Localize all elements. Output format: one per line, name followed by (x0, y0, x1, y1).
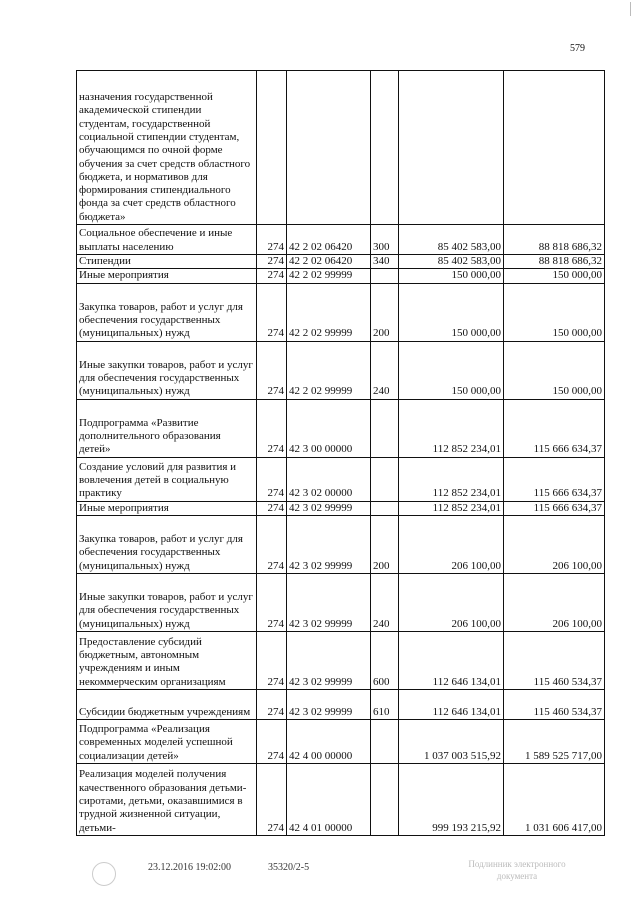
table-row (77, 719, 605, 763)
row-sum-year2: 88 818 686,32 (504, 255, 605, 269)
row-expense-type (371, 501, 399, 515)
row-name: Создание условий для развития и вовлечения детей в социальную практику (77, 457, 257, 501)
row-code: 274 (257, 269, 287, 283)
row-name: Подпрограмма «Реализация современных моделей успешной социализации детей» (77, 719, 257, 763)
row-name: назначения государственной академической стипендии студентам, государственной социальной стипендии студентам, обучающимся по очной форме обучения за счет средств областного бюджета, и нормативов для формирования стипендиального фонда за счет средств областного бюджета» (77, 71, 257, 225)
footer-datetime: 23.12.2016 19:02:00 (148, 862, 232, 873)
row-sum-year1: 206 100,00 (399, 515, 504, 573)
row-target-article (287, 71, 371, 225)
row-name: Субсидии бюджетным учреждениям (77, 689, 257, 719)
row-name: Иные мероприятия (77, 269, 257, 283)
row-target-article: 42 3 02 99999 (287, 573, 371, 631)
row-expense-type (371, 269, 399, 283)
row-name: Реализация моделей получения качественного образования детьми-сиротами, детьми, оказавшимися в трудной жизненной ситуации, детьми- (77, 763, 257, 835)
row-sum-year1: 112 852 234,01 (399, 399, 504, 457)
row-target-article: 42 3 00 00000 (287, 399, 371, 457)
row-code: 274 (257, 763, 287, 835)
row-sum-year1 (399, 71, 504, 225)
table-row (77, 283, 605, 341)
seal-icon (92, 862, 116, 886)
row-code: 274 (257, 399, 287, 457)
row-code (257, 71, 287, 225)
table-row (77, 71, 605, 225)
row-sum-year2: 115 460 534,37 (504, 631, 605, 689)
row-target-article: 42 3 02 99999 (287, 689, 371, 719)
row-name: Иные закупки товаров, работ и услуг для обеспечения государственных (муниципальных) нужд (77, 341, 257, 399)
row-target-article: 42 4 00 00000 (287, 719, 371, 763)
row-sum-year1: 150 000,00 (399, 269, 504, 283)
row-expense-type (371, 71, 399, 225)
row-code: 274 (257, 255, 287, 269)
row-sum-year2: 206 100,00 (504, 573, 605, 631)
row-code: 274 (257, 515, 287, 573)
row-name: Закупка товаров, работ и услуг для обеспечения государственных (муниципальных) нужд (77, 515, 257, 573)
table-body (77, 71, 605, 836)
row-target-article: 42 3 02 00000 (287, 457, 371, 501)
row-sum-year1: 112 646 134,01 (399, 689, 504, 719)
row-sum-year1: 112 852 234,01 (399, 457, 504, 501)
table-row (77, 225, 605, 255)
row-sum-year2: 1 031 606 417,00 (504, 763, 605, 835)
row-target-article: 42 4 01 00000 (287, 763, 371, 835)
row-sum-year1: 150 000,00 (399, 341, 504, 399)
row-name: Иные закупки товаров, работ и услуг для обеспечения государственных (муниципальных) нужд (77, 573, 257, 631)
row-sum-year2: 206 100,00 (504, 515, 605, 573)
row-target-article: 42 2 02 99999 (287, 283, 371, 341)
row-sum-year1: 999 193 215,92 (399, 763, 504, 835)
row-sum-year1: 1 037 003 515,92 (399, 719, 504, 763)
row-expense-type: 300 (371, 225, 399, 255)
row-sum-year2 (504, 71, 605, 225)
electronic-stamp: Подлинник электронного документа (468, 859, 566, 881)
row-target-article: 42 2 02 06420 (287, 225, 371, 255)
row-expense-type: 340 (371, 255, 399, 269)
row-expense-type: 200 (371, 515, 399, 573)
row-name: Закупка товаров, работ и услуг для обеспечения государственных (муниципальных) нужд (77, 283, 257, 341)
budget-table (76, 70, 605, 836)
row-code: 274 (257, 573, 287, 631)
row-code: 274 (257, 689, 287, 719)
row-name: Подпрограмма «Развитие дополнительного образования детей» (77, 399, 257, 457)
row-expense-type: 600 (371, 631, 399, 689)
row-code: 274 (257, 719, 287, 763)
row-sum-year2: 115 666 634,37 (504, 399, 605, 457)
row-name: Иные мероприятия (77, 501, 257, 515)
row-target-article: 42 2 02 99999 (287, 269, 371, 283)
row-target-article: 42 2 02 06420 (287, 255, 371, 269)
row-code: 274 (257, 501, 287, 515)
row-sum-year1: 85 402 583,00 (399, 225, 504, 255)
row-sum-year1: 112 852 234,01 (399, 501, 504, 515)
row-expense-type (371, 399, 399, 457)
row-expense-type (371, 763, 399, 835)
table-row (77, 501, 605, 515)
table-row (77, 269, 605, 283)
row-expense-type (371, 457, 399, 501)
table-row (77, 763, 605, 835)
row-expense-type: 240 (371, 573, 399, 631)
table-row (77, 689, 605, 719)
row-sum-year1: 206 100,00 (399, 573, 504, 631)
row-name: Социальное обеспечение и иные выплаты населению (77, 225, 257, 255)
row-target-article: 42 2 02 99999 (287, 341, 371, 399)
table-row (77, 457, 605, 501)
row-expense-type (371, 719, 399, 763)
table-row (77, 255, 605, 269)
table-row (77, 573, 605, 631)
row-sum-year2: 150 000,00 (504, 283, 605, 341)
row-target-article: 42 3 02 99999 (287, 501, 371, 515)
row-sum-year1: 85 402 583,00 (399, 255, 504, 269)
row-target-article: 42 3 02 99999 (287, 631, 371, 689)
row-sum-year2: 115 666 634,37 (504, 457, 605, 501)
row-sum-year1: 150 000,00 (399, 283, 504, 341)
row-target-article: 42 3 02 99999 (287, 515, 371, 573)
table-row (77, 515, 605, 573)
row-sum-year2: 88 818 686,32 (504, 225, 605, 255)
table-row (77, 399, 605, 457)
row-name: Предоставление субсидий бюджетным, автономным учреждениям и иным некоммерческим организациям (77, 631, 257, 689)
row-code: 274 (257, 457, 287, 501)
row-expense-type: 610 (371, 689, 399, 719)
row-sum-year2: 115 460 534,37 (504, 689, 605, 719)
row-code: 274 (257, 225, 287, 255)
corner-mark (630, 2, 634, 16)
row-sum-year2: 150 000,00 (504, 269, 605, 283)
row-expense-type: 200 (371, 283, 399, 341)
row-sum-year1: 112 646 134,01 (399, 631, 504, 689)
page-number: 579 (570, 43, 585, 54)
row-code: 274 (257, 631, 287, 689)
table-row (77, 341, 605, 399)
row-sum-year2: 115 666 634,37 (504, 501, 605, 515)
row-expense-type: 240 (371, 341, 399, 399)
row-name: Стипендии (77, 255, 257, 269)
row-sum-year2: 1 589 525 717,00 (504, 719, 605, 763)
row-code: 274 (257, 341, 287, 399)
table-row (77, 631, 605, 689)
footer-doc-code: 35320/2-5 (268, 862, 310, 873)
row-code: 274 (257, 283, 287, 341)
row-sum-year2: 150 000,00 (504, 341, 605, 399)
